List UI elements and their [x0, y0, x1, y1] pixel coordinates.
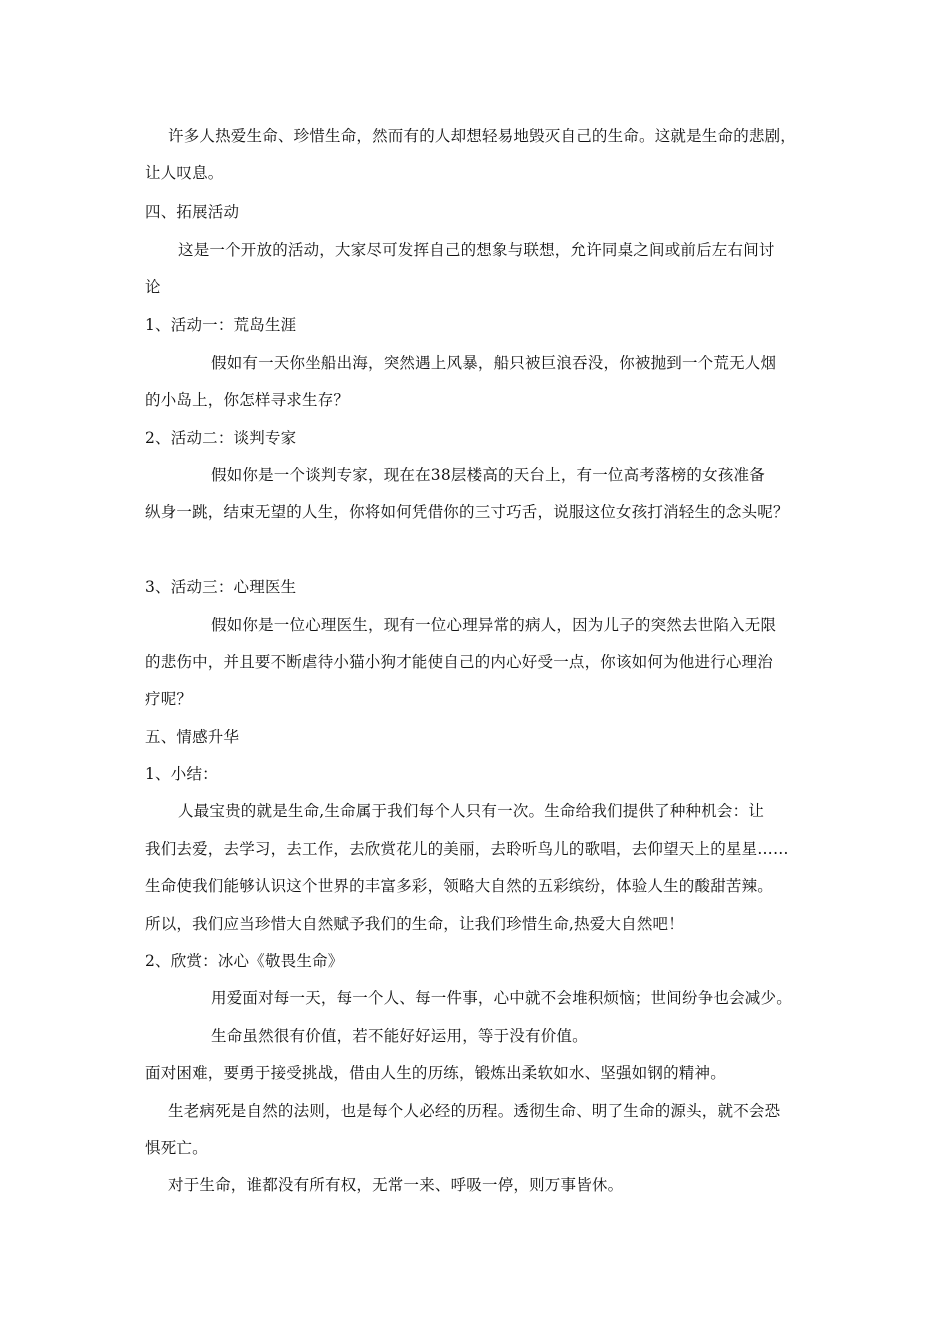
paragraph-line: 论: [145, 278, 161, 296]
paragraph-line: 让人叹息。: [145, 164, 224, 182]
activity-heading: 3、活动三：心理医生: [145, 578, 297, 596]
paragraph-line: 人最宝贵的就是生命,生命属于我们每个人只有一次。生命给我们提供了种种机会：让: [178, 802, 765, 820]
paragraph-line: 用爱面对每一天，每一个人、每一件事，心中就不会堆积烦恼；世间纷争也会减少。: [211, 989, 792, 1007]
activity-heading: 1、活动一：荒岛生涯: [145, 316, 297, 334]
paragraph-line: 生命虽然很有价值，若不能好好运用，等于没有价值。: [211, 1027, 588, 1045]
paragraph-line: 惧死亡。: [145, 1139, 208, 1157]
paragraph-line: 面对困难，要勇于接受挑战，借由人生的历练，锻炼出柔软如水、坚强如钢的精神。: [145, 1064, 726, 1082]
section-heading: 五、情感升华: [145, 728, 240, 746]
paragraph-line: 假如你是一位心理医生，现有一位心理异常的病人，因为儿子的突然去世陷入无限: [211, 616, 777, 634]
paragraph-line: 纵身一跳，结束无望的人生，你将如何凭借你的三寸巧舌，说服这位女孩打消轻生的念头呢？: [145, 503, 789, 521]
paragraph-line: 的悲伤中，并且要不断虐待小猫小狗才能使自己的内心好受一点，你该如何为他进行心理治: [145, 653, 774, 671]
subsection-heading: 2、欣赏：冰心《敬畏生命》: [145, 952, 344, 970]
paragraph-line: 我们去爱，去学习，去工作，去欣赏花儿的美丽，去聆听鸟儿的歌唱，去仰望天上的星星……: [145, 840, 789, 858]
subsection-heading: 1、小结：: [145, 765, 218, 783]
activity-heading: 2、活动二：谈判专家: [145, 429, 297, 447]
paragraph-line: 这是一个开放的活动，大家尽可发挥自己的想象与联想，允许同桌之间或前后左右间讨: [178, 241, 775, 259]
paragraph-line: 的小岛上，你怎样寻求生存？: [145, 391, 350, 409]
section-heading: 四、拓展活动: [145, 203, 240, 221]
paragraph-line: 许多人热爱生命、珍惜生命，然而有的人却想轻易地毁灭自己的生命。这就是生命的悲剧，: [168, 127, 797, 145]
paragraph-line: 假如你是一个谈判专家，现在在38层楼高的天台上，有一位高考落榜的女孩准备: [211, 466, 765, 484]
paragraph-line: 所以，我们应当珍惜大自然赋予我们的生命，让我们珍惜生命,热爱大自然吧！: [145, 915, 684, 933]
paragraph-line: 生命使我们能够认识这个世界的丰富多彩，领略大自然的五彩缤纷，体验人生的酸甜苦辣。: [145, 877, 774, 895]
paragraph-line: 假如有一天你坐船出海，突然遇上风暴，船只被巨浪吞没，你被抛到一个荒无人烟: [211, 354, 777, 372]
paragraph-line: 疗呢？: [145, 690, 193, 708]
paragraph-line: 生老病死是自然的法则，也是每个人必经的历程。透彻生命、明了生命的源头，就不会恐: [168, 1102, 781, 1120]
paragraph-line: 对于生命，谁都没有所有权，无常一来、呼吸一停，则万事皆休。: [168, 1176, 624, 1194]
